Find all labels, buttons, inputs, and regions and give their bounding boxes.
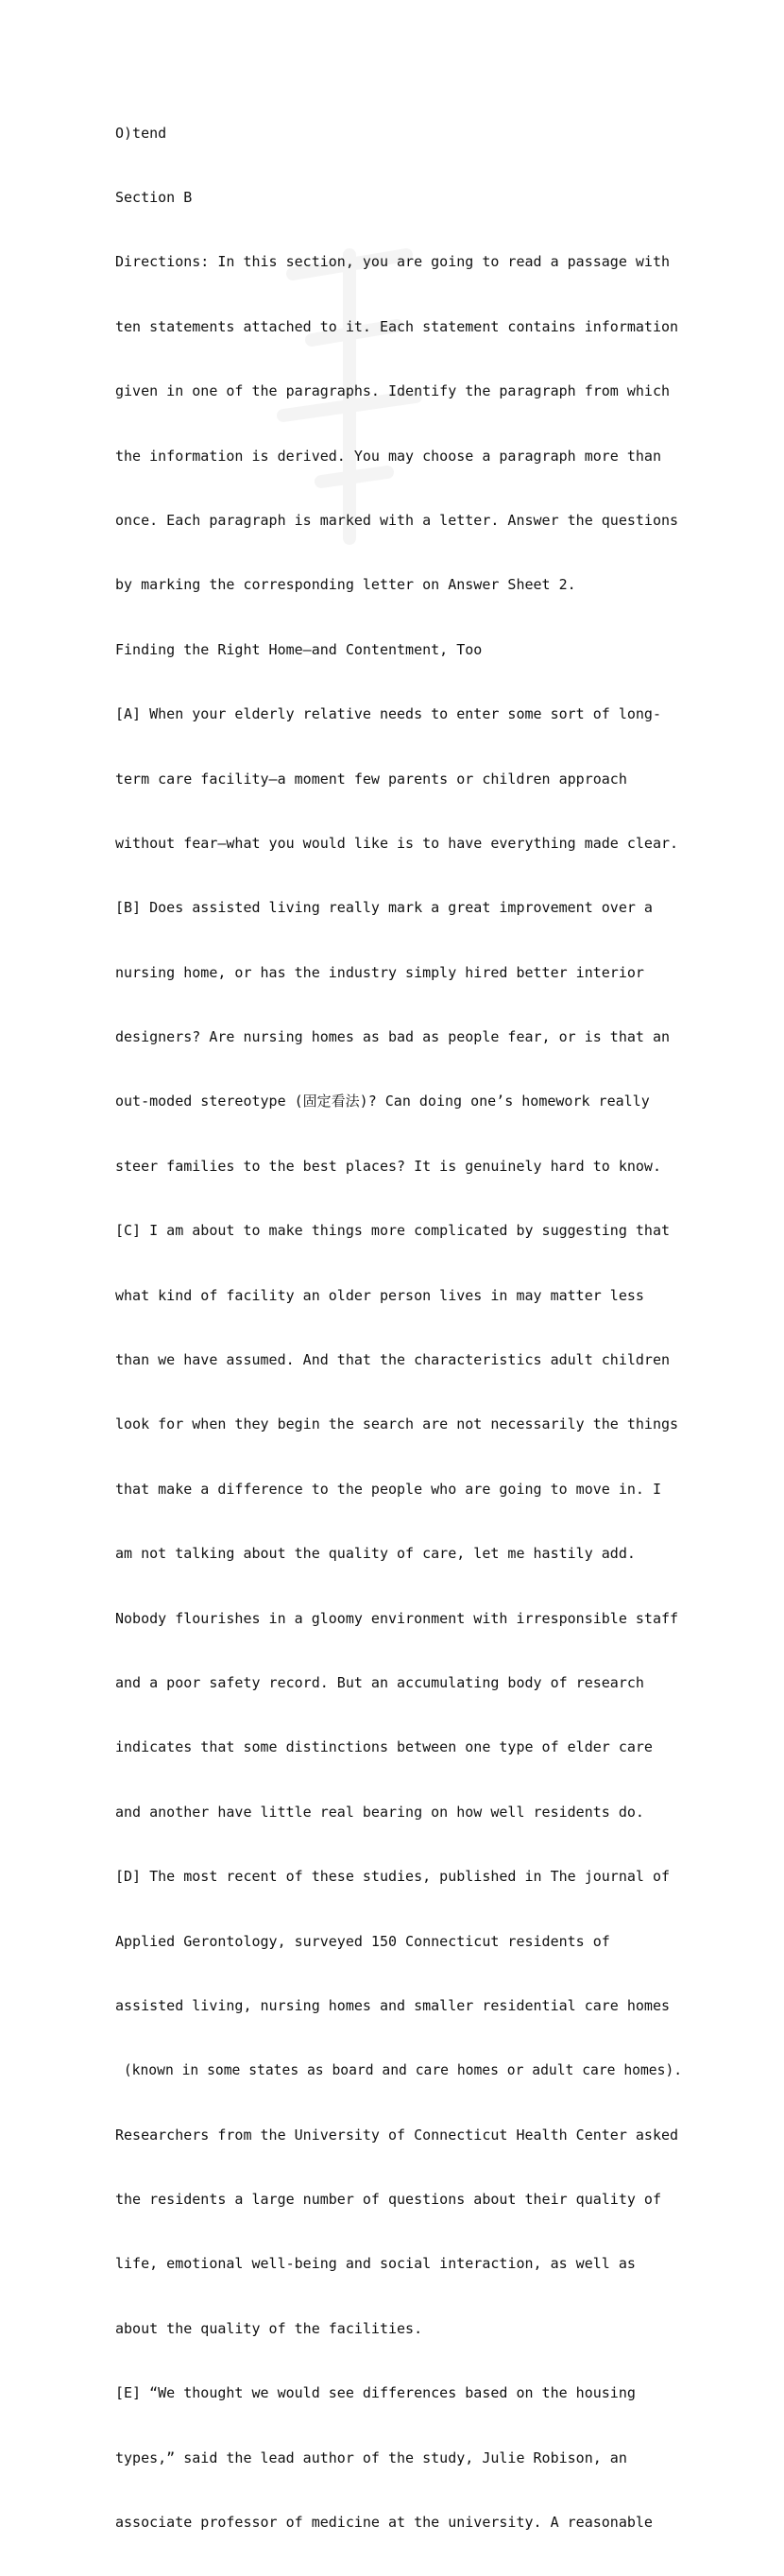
section-heading: Section B <box>115 188 193 206</box>
text-line: once. Each paragraph is marked with a letter. Answer the questions <box>115 511 679 529</box>
paragraph-e-line: associate professor of medicine at the university. A reasonable <box>115 2514 653 2532</box>
paragraph-c-line: that make a difference to the people who are going to move in. I <box>115 1480 661 1498</box>
text-line: ten statements attached to it. Each statement contains information <box>115 317 679 335</box>
paragraph-d-line: assisted living, nursing homes and smaller residential care homes <box>115 1996 670 2014</box>
paragraph-b-line: steer families to the best places? It is genuinely hard to know. <box>115 1157 661 1175</box>
paragraph-c-line: than we have assumed. And that the characteristics adult children <box>115 1351 670 1369</box>
paragraph-d-line: life, emotional well-being and social interaction, as well as <box>115 2255 636 2273</box>
paragraph-b-line: out-moded stereotype (固定看法)? Can doing one’s homework really <box>115 1093 650 1110</box>
paragraph-a-line: term care facility—a moment few parents or children approach <box>115 770 627 788</box>
paragraph-d-line: about the quality of the facilities. <box>115 2319 423 2337</box>
paragraph-d-line: [D] The most recent of these studies, published in The journal of <box>115 1868 670 1886</box>
paragraph-b-line: designers? Are nursing homes as bad as people fear, or is that an <box>115 1028 670 1046</box>
paragraph-a-line: without fear—what you would like is to have everything made clear. <box>115 834 679 852</box>
paragraph-b-line: [B] Does assisted living really mark a great improvement over a <box>115 899 653 917</box>
paragraph-e-line: types,” said the lead author of the study, Julie Robison, an <box>115 2449 627 2466</box>
paragraph-c-line: [C] I am about to make things more complicated by suggesting that <box>115 1222 670 1240</box>
paragraph-c-line: and a poor safety record. But an accumulating body of research <box>115 1673 644 1691</box>
paragraph-d-line: Researchers from the University of Connecticut Health Center asked <box>115 2126 679 2144</box>
paragraph-c-line: indicates that some distinctions between one type of elder care <box>115 1738 653 1756</box>
text-line: by marking the corresponding letter on Answer Sheet 2. <box>115 576 576 594</box>
paragraph-c-line: Nobody flourishes in a gloomy environment with irresponsible staff <box>115 1609 679 1627</box>
paragraph-d-line: (known in some states as board and care homes or adult care homes). <box>115 2061 683 2079</box>
text-line: given in one of the paragraphs. Identify the paragraph from which <box>115 382 670 400</box>
paragraph-c-line: what kind of facility an older person lives in may matter less <box>115 1286 644 1304</box>
document-text <box>115 79 682 2576</box>
text-line: Directions: In this section, you are going to read a passage with <box>115 253 670 271</box>
paragraph-d-line: the residents a large number of questions about their quality of <box>115 2191 661 2209</box>
paragraph-c-line: am not talking about the quality of care, let me hastily add. <box>115 1545 636 1563</box>
paragraph-b-line: nursing home, or has the industry simply hired better interior <box>115 963 644 981</box>
paragraph-d-line: Applied Gerontology, surveyed 150 Connecticut residents of <box>115 1932 610 1950</box>
paragraph-a-line: [A] When your elderly relative needs to enter some sort of long- <box>115 705 661 723</box>
paragraph-e-line: [E] “We thought we would see differences based on the housing <box>115 2384 636 2402</box>
text-line: the information is derived. You may choose a paragraph more than <box>115 447 661 465</box>
text-line: O)tend <box>115 124 167 142</box>
passage-title: Finding the Right Home—and Contentment, Too <box>115 640 483 658</box>
paragraph-c-line: and another have little real bearing on how well residents do. <box>115 1803 644 1821</box>
paragraph-c-line: look for when they begin the search are not necessarily the things <box>115 1415 679 1433</box>
